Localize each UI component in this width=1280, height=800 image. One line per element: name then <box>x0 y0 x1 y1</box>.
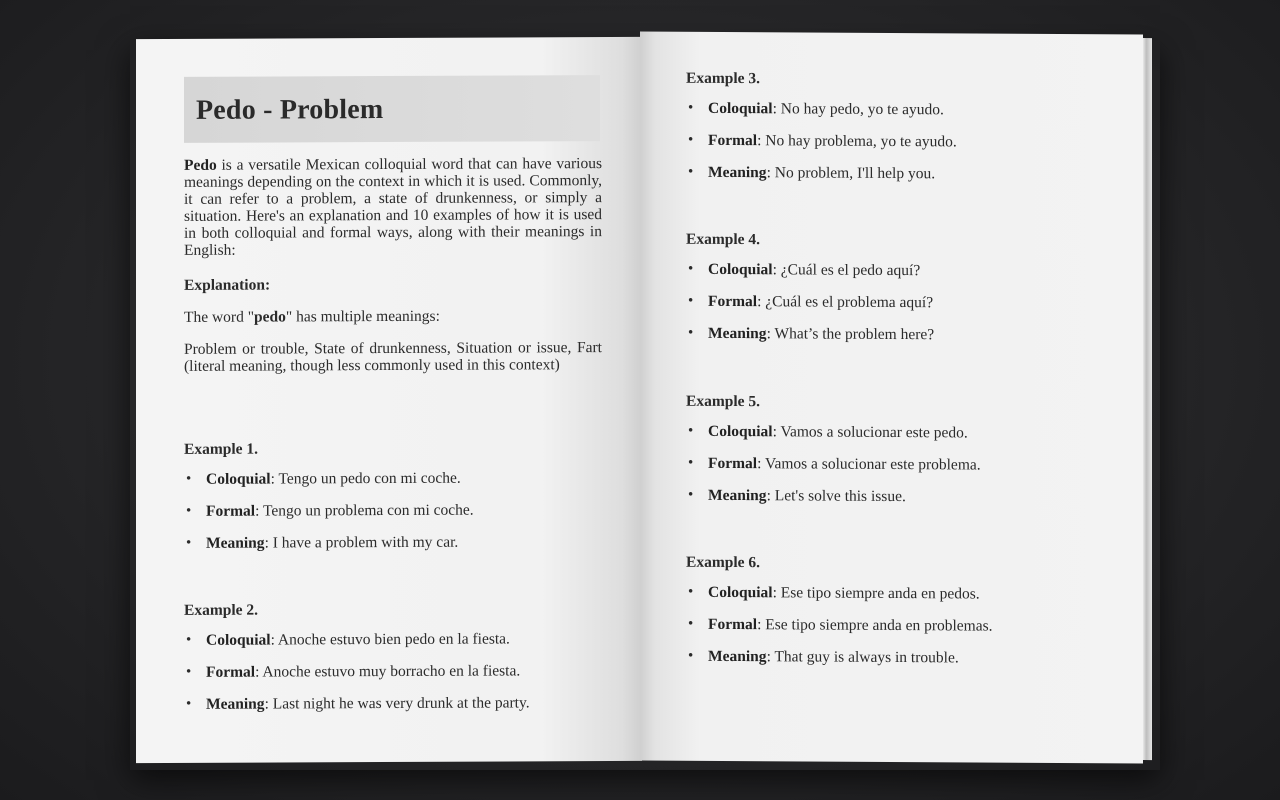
explanation-heading: Explanation: <box>184 276 271 294</box>
bullet: • <box>186 534 192 551</box>
label-meaning: Meaning <box>206 695 265 713</box>
formal-text: : Anoche estuvo muy borracho en la fiesta. <box>255 662 521 681</box>
colloquial-text: : Vamos a solucionar este pedo. <box>772 423 968 442</box>
example-meaning <box>184 694 530 715</box>
bullet: • <box>688 454 694 471</box>
label-meaning: Meaning <box>708 163 767 182</box>
label-formal: Formal <box>708 292 758 311</box>
example-meaning <box>686 487 981 508</box>
bullet: • <box>688 583 694 600</box>
label-formal: Formal <box>206 663 256 681</box>
example-meaning <box>686 648 993 669</box>
bullet: • <box>688 486 694 503</box>
colloquial-text: : No hay pedo, yo te ayudo. <box>772 100 944 119</box>
meaning-text: : That guy is always in trouble. <box>766 648 959 667</box>
example-heading: Example 2. <box>184 601 259 619</box>
formal-text: : Vamos a solucionar este problema. <box>757 455 981 474</box>
formal-text: : ¿Cuál es el problema aquí? <box>757 293 934 312</box>
example-formal <box>184 662 530 683</box>
label-formal: Formal <box>708 454 758 473</box>
example-colloquial <box>184 470 474 490</box>
example-5 <box>686 393 981 521</box>
intro-paragraph <box>184 155 602 259</box>
example-meaning <box>686 325 934 346</box>
explanation-post: " has multiple meanings: <box>285 307 440 326</box>
formal-text: : No hay problema, yo te ayudo. <box>757 132 957 151</box>
bullet: • <box>688 422 694 439</box>
label-meaning: Meaning <box>708 324 767 343</box>
meaning-text: : Last night he was very drunk at the party. <box>264 694 530 713</box>
label-colloquial: Coloquial <box>206 470 271 488</box>
formal-text: : Ese tipo siempre anda en problemas. <box>757 616 993 635</box>
title-banner <box>184 75 600 143</box>
label-colloquial: Coloquial <box>708 583 773 602</box>
formal-text: : Tengo un problema con mi coche. <box>255 501 474 520</box>
example-colloquial <box>686 261 934 282</box>
label-formal: Formal <box>206 502 256 520</box>
label-colloquial: Coloquial <box>708 260 773 279</box>
bullet: • <box>186 631 192 648</box>
bullet: • <box>688 163 694 180</box>
example-3 <box>686 70 957 198</box>
example-heading: Example 1. <box>184 440 259 458</box>
example-formal <box>686 455 981 476</box>
example-colloquial <box>184 630 530 651</box>
example-formal <box>686 616 993 637</box>
bullet: • <box>688 324 694 341</box>
meaning-text: : What’s the problem here? <box>766 325 935 344</box>
meaning-text: : I have a problem with my car. <box>264 533 459 552</box>
left-page <box>136 37 642 763</box>
bullet: • <box>688 292 694 309</box>
example-4 <box>686 231 934 359</box>
label-formal: Formal <box>708 131 758 150</box>
explanation-pre: The word " <box>184 308 255 326</box>
example-meaning <box>184 534 474 554</box>
intro-text: is a versatile Mexican colloquial word that can have various meanings depending on the context in which it is used. Commonly, it can refer to a problem, a state of drunkenness, or simply a situation. Here's an explanation and 10 examples of how it is used in both colloquial and formal ways, along with their meanings in English: <box>184 155 602 259</box>
meanings-list: Problem or trouble, State of drunkenness, Situation or issue, Fart (literal meaning, though less commonly used in this context) <box>184 339 602 375</box>
bullet: • <box>688 260 694 277</box>
example-formal <box>686 132 957 153</box>
example-colloquial <box>686 584 993 605</box>
bullet: • <box>186 663 192 680</box>
explanation-word: pedo <box>254 308 286 326</box>
label-colloquial: Coloquial <box>206 631 271 649</box>
colloquial-text: : Tengo un pedo con mi coche. <box>270 469 461 488</box>
colloquial-text: : Ese tipo siempre anda en pedos. <box>772 584 980 603</box>
intro-term: Pedo <box>184 156 217 174</box>
label-formal: Formal <box>708 615 758 634</box>
page-title: Pedo - Problem <box>196 94 384 126</box>
bullet: • <box>688 99 694 116</box>
example-6 <box>686 554 993 682</box>
example-heading: Example 4. <box>686 230 761 249</box>
bullet: • <box>688 647 694 664</box>
example-formal <box>184 502 474 522</box>
meaning-text: : No problem, I'll help you. <box>766 164 936 183</box>
example-2 <box>184 600 530 728</box>
example-heading: Example 5. <box>686 392 761 411</box>
example-heading: Example 3. <box>686 69 761 88</box>
colloquial-text: : Anoche estuvo bien pedo en la fiesta. <box>270 630 510 649</box>
bullet: • <box>688 615 694 632</box>
bullet: • <box>186 470 192 487</box>
colloquial-text: : ¿Cuál es el pedo aquí? <box>772 261 921 280</box>
label-meaning: Meaning <box>206 534 265 552</box>
bullet: • <box>186 695 192 712</box>
label-meaning: Meaning <box>708 486 767 505</box>
meaning-text: : Let's solve this issue. <box>766 487 906 506</box>
example-formal <box>686 293 934 314</box>
example-heading: Example 6. <box>686 553 761 572</box>
label-colloquial: Coloquial <box>708 422 773 441</box>
example-colloquial <box>686 423 981 444</box>
right-page <box>640 31 1143 763</box>
example-meaning <box>686 164 957 185</box>
label-colloquial: Coloquial <box>708 99 773 118</box>
bullet: • <box>688 131 694 148</box>
example-colloquial <box>686 100 957 121</box>
example-1 <box>184 440 474 567</box>
explanation-sentence <box>184 308 440 327</box>
label-meaning: Meaning <box>708 647 767 666</box>
bullet: • <box>186 502 192 519</box>
